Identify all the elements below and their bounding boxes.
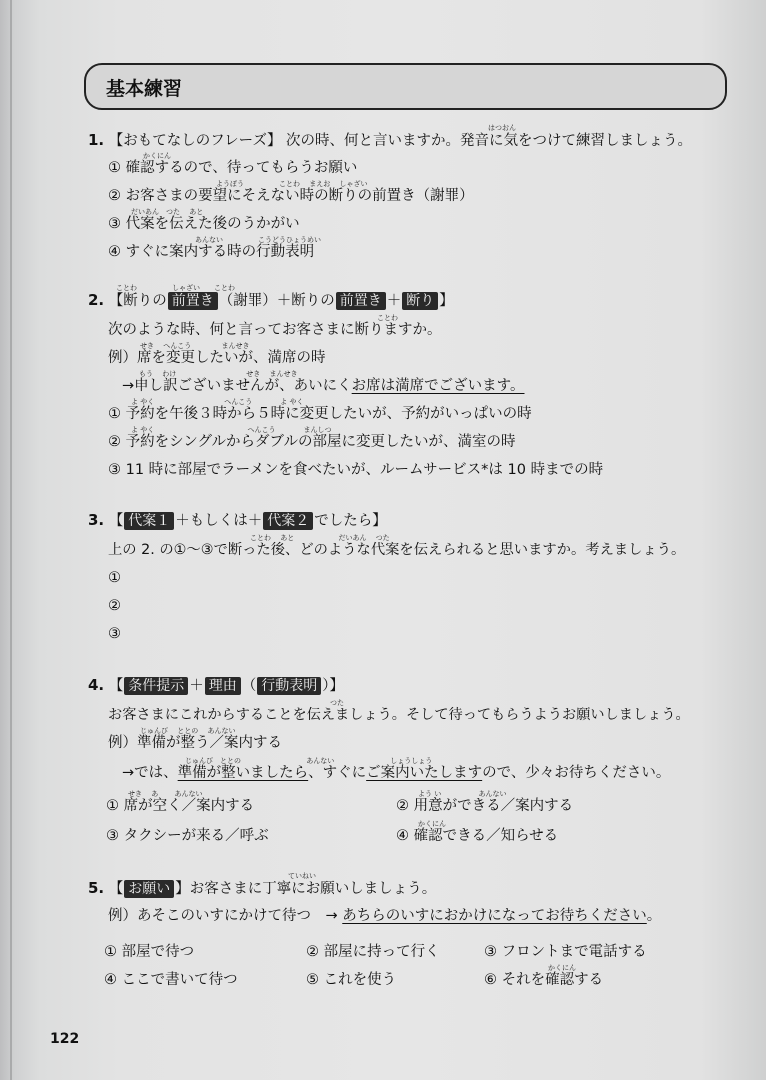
exercise-3-heading — [88, 510, 387, 531]
ruby-text: よ やく へんこう まんしつ — [131, 426, 332, 434]
ruby-text: かくにん — [548, 964, 576, 972]
exercise-number: 2. — [88, 291, 105, 309]
page-number: 122 — [50, 1031, 80, 1047]
ruby-text: つた — [330, 699, 344, 707]
pattern-tag: 条件提示 — [124, 677, 188, 695]
answer-text: ので、少々お待ちください。 — [482, 765, 671, 781]
exercise-2-example: 例）席を変更したいが、満席の時 — [108, 350, 326, 366]
ruby-text: ようぼう ことわ まえお しゃざい — [216, 180, 368, 188]
heading-text: 】 — [439, 293, 454, 309]
pattern-tag: 理由 — [205, 677, 241, 695]
ruby-text: せき あ あんない — [128, 790, 203, 798]
ruby-text: ていねい — [288, 872, 316, 880]
heading-text: ）】 — [322, 678, 344, 694]
heading-text: 【 — [108, 881, 124, 897]
ruby-text: じゅんび ととの あんない — [140, 727, 236, 735]
ruby-text: よう い あんない — [418, 790, 507, 798]
heading-text: 】お客さまに丁寧にお願いしましょう。 — [175, 881, 437, 897]
ruby-text: かくにん — [143, 152, 171, 160]
example-text: 例）あそこのいすにかけて待つ → — [108, 908, 343, 924]
exercise-1-heading — [88, 130, 692, 151]
example-text: 。 — [646, 908, 662, 924]
exercise-1-item: ② お客さまの要望にそえない時の断りの前置き（謝罪） — [108, 188, 474, 204]
answer-underlined: ご案内いたします — [366, 765, 483, 781]
answer-text: →では、 — [122, 765, 178, 781]
ruby-text: ことわ — [377, 314, 398, 322]
exercise-4-intro: お客さまにこれからすることを伝えましょう。そして待ってもらうようお願いしましょう。 — [108, 707, 690, 723]
exercise-5-item: ③ フロントまで電話する — [484, 944, 647, 960]
exercise-5-item: ① 部屋で待つ — [104, 944, 195, 960]
exercise-number: 3. — [88, 511, 105, 529]
exercise-5-item: ④ ここで書いて待つ — [104, 972, 238, 988]
exercise-number: 4. — [88, 676, 105, 694]
pattern-tag: 行動表明 — [257, 677, 321, 695]
pattern-tag: お願い — [124, 880, 174, 898]
exercise-5-item: ⑥ それを確認する — [484, 972, 604, 988]
exercise-4-item: ② 用意ができる／案内する — [396, 798, 574, 814]
answer-blank: ① — [108, 570, 121, 586]
exercise-2-item: ② 予約をシングルからダブルの部屋に変更したいが、満室の時 — [108, 434, 516, 450]
ruby-text: じゅんび ととの あんない しょうしょう — [185, 757, 433, 765]
example-underlined: あちらのいすにおかけになってお待ちください — [342, 908, 647, 924]
exercise-4-item: ① 席が空く／案内する — [106, 798, 255, 814]
answer-text: 、すぐに — [308, 765, 367, 781]
exercise-number: 1. — [88, 131, 105, 149]
exercise-heading-text: 【おもてなしのフレーズ】 次の時、何と言いますか。発音に気をつけて練習しましょう。 — [108, 133, 693, 149]
exercise-4-example-answer — [122, 763, 670, 783]
exercise-1-item: ④ すぐに案内する時の行動表明 — [108, 244, 315, 260]
answer-underlined: 準備が整いましたら — [177, 765, 309, 781]
pattern-tag: 代案１ — [124, 512, 174, 530]
exercise-1-item: ① 確認するので、待ってもらうお願い — [108, 160, 358, 176]
exercise-2-item: ① 予約を午後３時から５時に変更したいが、予約がいっぱいの時 — [108, 406, 532, 422]
exercise-2-heading — [88, 290, 454, 311]
pattern-tag: 前置き — [336, 292, 386, 310]
ruby-text: ことわ あと だいあん つた — [250, 534, 390, 542]
exercise-5-item: ② 部屋に持って行く — [306, 944, 440, 960]
ruby-text: せき へんこう まんせき — [140, 342, 250, 350]
ruby-text: あんない こうどうひょうめい — [195, 236, 321, 244]
section-title-box — [84, 63, 727, 110]
exercise-4-item: ④ 確認できる／知らせる — [396, 828, 559, 844]
ruby-text: はつおん — [488, 124, 516, 132]
heading-text: ＋ — [386, 293, 402, 309]
answer-blank: ③ — [108, 626, 121, 642]
exercise-4-item: ③ タクシーが来る／呼ぶ — [106, 828, 269, 844]
ruby-text: もう わけ せき まんせき — [139, 370, 298, 378]
exercise-number: 5. — [88, 879, 105, 897]
heading-text: （謝罪）＋断りの — [218, 293, 335, 309]
exercise-5-item: ⑤ これを使う — [306, 972, 397, 988]
exercise-4-example: 例）準備が整う／案内する — [108, 735, 282, 751]
exercise-2-intro: 次のような時、何と言ってお客さまに断りますか。 — [108, 322, 442, 338]
ruby-text: だいあん つた あと — [131, 208, 204, 216]
heading-text: 【 — [108, 678, 124, 694]
page-title: 基本練習 — [106, 78, 183, 100]
heading-text: 【 — [108, 513, 124, 529]
exercise-3-intro: 上の 2. の①〜③で断った後、どのような代案を伝えられると思いますか。考えましょう。 — [108, 542, 686, 558]
answer-underlined: お席は満席でございます。 — [351, 378, 525, 394]
answer-blank: ② — [108, 598, 121, 614]
heading-text: 【断りの — [108, 293, 167, 309]
answer-text: →申し訳ございませんが、あいにく — [122, 378, 352, 394]
heading-text: ＋ — [189, 678, 204, 694]
exercise-2-item: ③ 11 時に部屋でラーメンを食べたいが、ルームサービス*は 10 時までの時 — [108, 462, 604, 478]
ruby-text: かくにん — [418, 820, 446, 828]
pattern-tag: 断り — [402, 292, 438, 310]
ruby-text: ことわ しゃざい ことわ — [116, 284, 235, 292]
heading-text: （ — [241, 678, 257, 694]
exercise-5-heading — [88, 878, 436, 899]
heading-text: でしたら】 — [314, 513, 387, 529]
binding-edge — [10, 0, 12, 1080]
heading-text: ＋もしくは＋ — [175, 513, 263, 529]
pattern-tag: 代案２ — [263, 512, 313, 530]
exercise-2-example-answer — [122, 376, 525, 396]
pattern-tag: 前置き — [168, 292, 218, 310]
ruby-text: よ やく へんこう よ やく — [131, 398, 304, 406]
exercise-1-item: ③ 代案を伝えた後のうかがい — [108, 216, 300, 232]
exercise-5-example — [108, 906, 661, 926]
exercise-4-heading — [88, 675, 344, 696]
